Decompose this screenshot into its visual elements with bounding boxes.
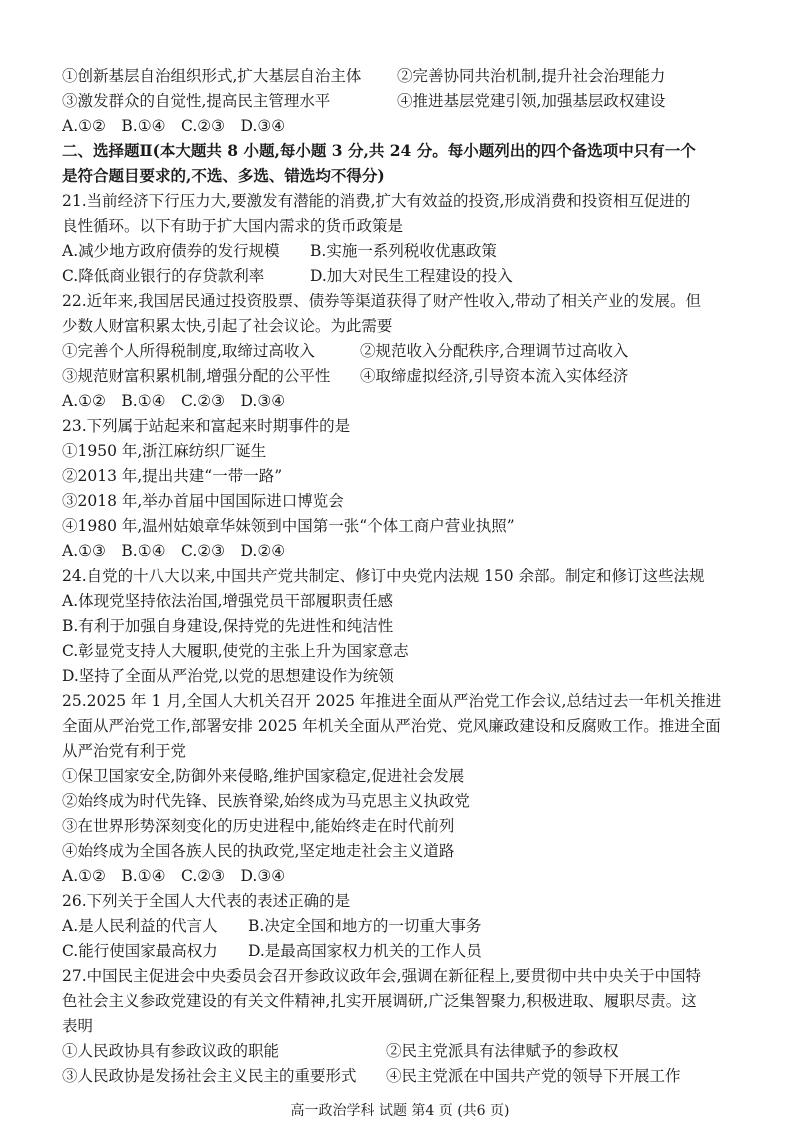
q23-stem: 23.下列属于站起来和富起来时期事件的是 [62, 417, 351, 435]
section-heading-cont: 是符合题目要求的,不选、多选、错选均不得分) [62, 166, 385, 185]
q21-stem-cont: 良性循环。以下有助于扩大国内需求的货币政策是 [62, 217, 404, 235]
q26-option-a: A.是人民利益的代言人 [62, 917, 218, 935]
q22-option-1: ①完善个人所得税制度,取缔过高收入 [62, 342, 315, 360]
q23-option-4: ④1980 年,温州姑娘章华妹领到中国第一张“个体工商户营业执照” [62, 517, 515, 535]
q26-options-row-2 [62, 939, 752, 963]
prev-options-row-1 [62, 64, 752, 88]
q27-option-2: ②民主党派具有法律赋予的参政权 [386, 1042, 619, 1060]
q24-option-b: B.有利于加强自身建设,保持党的先进性和纯洁性 [62, 617, 394, 635]
q26-option-b: B.决定全国和地方的一切重大事务 [248, 917, 482, 935]
prev-answer-choices: A.①② B.①④ C.②③ D.③④ [62, 117, 286, 135]
q22-answer-choices: A.①② B.①④ C.②③ D.③④ [62, 392, 286, 410]
q27-stem-cont-2: 表明 [62, 1017, 94, 1035]
q21-option-d: D.加大对民生工程建设的投入 [310, 267, 513, 285]
q25-option-1: ①保卫国家安全,防御外来侵略,维护国家稳定,促进社会发展 [62, 767, 465, 785]
q26-option-d: D.是最高国家权力机关的工作人员 [248, 942, 482, 960]
q21-option-c: C.降低商业银行的存贷款利率 [62, 267, 265, 285]
q24-option-a: A.体现党坚持依法治国,增强党员干部履职责任感 [62, 592, 394, 610]
q23-option-2: ②2013 年,提出共建“一带一路” [62, 467, 283, 485]
q27-options-row-2 [62, 1064, 752, 1088]
q25-option-4: ④始终成为全国各族人民的执政党,坚定地走社会主义道路 [62, 842, 455, 860]
q21-option-a: A.减少地方政府债券的发行规模 [62, 242, 280, 260]
option-2: ②完善协同共治机制,提升社会治理能力 [397, 67, 666, 85]
q22-options-row-1 [62, 339, 752, 363]
q27-stem-cont-1: 色社会主义参政党建设的有关文件精神,扎实开展调研,广泛集智聚力,积极进取、履职尽责。这 [62, 992, 697, 1010]
option-3: ③激发群众的自觉性,提高民主管理水平 [62, 92, 331, 110]
q23-option-3: ③2018 年,举办首届中国国际进口博览会 [62, 492, 344, 510]
q27-options-row-1 [62, 1039, 752, 1063]
prev-options-row-2 [62, 89, 752, 113]
page-footer: 高一政治学科 试题 第4 页 (共6 页) [290, 1103, 510, 1119]
q22-stem: 22.近年来,我国居民通过投资股票、债券等渠道获得了财产性收入,带动了相关产业的发展。但 [62, 292, 702, 310]
q26-options-row-1 [62, 914, 752, 938]
q24-option-d: D.坚持了全面从严治党,以党的思想建设作为统领 [62, 667, 394, 685]
q23-answer-choices: A.①③ B.①④ C.②③ D.②④ [62, 542, 286, 560]
option-4: ④推进基层党建引领,加强基层政权建设 [397, 92, 666, 110]
q27-stem: 27.中国民主促进会中央委员会召开参政议政年会,强调在新征程上,要贯彻中共中央关于中国特 [62, 967, 702, 985]
q25-option-2: ②始终成为时代先锋、民族脊梁,始终成为马克思主义执政党 [62, 792, 470, 810]
q22-option-3: ③规范财富积累机制,增强分配的公平性 [62, 367, 331, 385]
q25-stem-cont-2: 从严治党有利于党 [62, 742, 187, 760]
q21-options-row-2 [62, 264, 752, 288]
q22-stem-cont: 少数人财富积累太快,引起了社会议论。为此需要 [62, 317, 393, 335]
q26-option-c: C.能行使国家最高权力 [62, 942, 218, 960]
q23-option-1: ①1950 年,浙江麻纺织厂诞生 [62, 442, 267, 460]
q22-option-2: ②规范收入分配秩序,合理调节过高收入 [360, 342, 629, 360]
q26-stem: 26.下列关于全国人大代表的表述正确的是 [62, 892, 351, 910]
q25-stem: 25.2025 年 1 月,全国人大机关召开 2025 年推进全面从严治党工作会议,总结过去一年机关推进 [62, 692, 722, 710]
q21-stem: 21.当前经济下行压力大,要激发有潜能的消费,扩大有效益的投资,形成消费和投资相互促进的 [62, 192, 691, 210]
q25-answer-choices: A.①② B.①④ C.②③ D.③④ [62, 867, 286, 885]
section-heading: 二、选择题Ⅱ(本大题共 8 小题,每小题 3 分,共 24 分。每小题列出的四个备选项中只有一个 [62, 141, 696, 160]
q25-stem-cont-1: 全面从严治党工作,部署安排 2025 年机关全面从严治党、党风廉政建设和反腐败工作。推进全面 [62, 717, 721, 735]
option-1: ①创新基层自治组织形式,扩大基层自治主体 [62, 67, 362, 85]
q21-options-row-1 [62, 239, 752, 263]
q27-option-3: ③人民政协是发扬社会主义民主的重要形式 [62, 1067, 357, 1085]
q24-stem: 24.自党的十八大以来,中国共产党共制定、修订中央党内法规 150 余部。制定和修订这些法规 [62, 567, 705, 585]
q25-option-3: ③在世界形势深刻变化的历史进程中,能始终走在时代前列 [62, 817, 455, 835]
q27-option-1: ①人民政协具有参政议政的职能 [62, 1042, 280, 1060]
q27-option-4: ④民主党派在中国共产党的领导下开展工作 [386, 1067, 681, 1085]
q24-option-c: C.彰显党支持人大履职,使党的主张上升为国家意志 [62, 642, 409, 660]
q22-options-row-2 [62, 364, 752, 388]
q22-option-4: ④取缔虚拟经济,引导资本流入实体经济 [360, 367, 629, 385]
q21-option-b: B.实施一系列税收优惠政策 [310, 242, 497, 260]
